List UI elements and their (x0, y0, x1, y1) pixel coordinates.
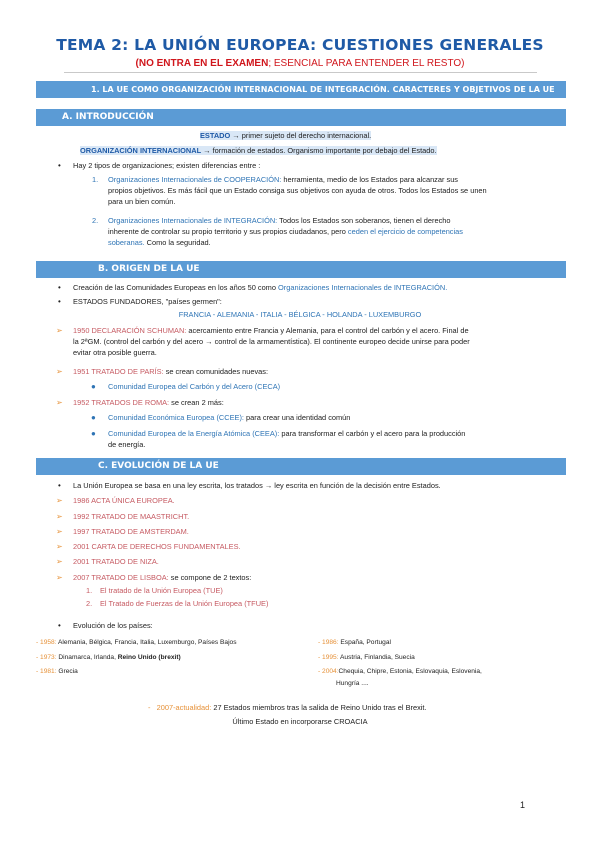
country-text: Hungría .... (336, 680, 369, 687)
roma-sub1-term: Comunidad Económica Europea (CCEE): (108, 413, 244, 422)
arrow-bullet-icon: ➢ (56, 527, 63, 536)
country-year: 2004: (322, 668, 339, 675)
estado-text: → primer sujeto del derecho internacional. (230, 131, 372, 140)
item1-text-a: herramienta, medio de los Estados para alcanzar sus (281, 175, 459, 184)
org-term: ORGANIZACIÓN INTERNACIONAL (80, 146, 202, 155)
bullet-dot: • (58, 161, 61, 170)
lisboa-sub-2: El Tratado de Fuerzas de la Unión Europea (TFUE) (100, 599, 269, 608)
country-text: España, Portugal (338, 639, 391, 646)
item1-number: 1. (92, 175, 99, 184)
country-text: Chequia, Chipre, Estonia, Eslovaquia, Eslovenia, (338, 668, 482, 675)
item2-text-b: inherente de controlar su propio territorio y sus propios ciudadanos, pero (108, 227, 348, 236)
founders-label: ESTADOS FUNDADORES, "países germen": (73, 297, 222, 306)
bullet-dot: ● (91, 413, 96, 422)
org-definition (80, 145, 437, 156)
founders-list: FRANCIA - ALEMANIA - ITALIA - BÉLGICA - HOLANDA - LUXEMBURGO (178, 310, 422, 319)
section-1-heading: 1. LA UE COMO ORGANIZACIÓN INTERNACIONAL DE INTEGRACIÓN. CARACTERES Y OBJETIVOS DE LA UE (36, 81, 566, 98)
lisboa-line (73, 572, 251, 583)
country-row: - 1986: España, Portugal (318, 639, 391, 646)
lisboa-sub-2-number: 2. (86, 599, 93, 608)
section-c-heading: C. EVOLUCIÓN DE LA UE (36, 458, 566, 475)
types-intro: Hay 2 tipos de organizaciones; existen diferencias entre : (73, 161, 261, 170)
event-item: 2001 CARTA DE DERECHOS FUNDAMENTALES. (73, 542, 241, 551)
document-title: TEMA 2: LA UNIÓN EUROPEA: CUESTIONES GENERALES (56, 36, 544, 54)
bullet-dot: ● (91, 382, 96, 391)
bullet-dot: • (58, 283, 61, 292)
paris-term: 1951 TRATADO DE PARÍS: (73, 367, 164, 376)
event-item: 1992 TRATADO DE MAASTRICHT. (73, 512, 190, 521)
arrow-bullet-icon: ➢ (56, 542, 63, 551)
schuman-text-a: acercamiento entre Francia y Alemania, para el control del carbón y el acero. Final de (186, 326, 469, 335)
paris-sub: Comunidad Europea del Carbón y del Acero (CECA) (108, 382, 281, 391)
subtitle-rest: ; ESENCIAL PARA ENTENDER EL RESTO) (268, 58, 465, 69)
country-bold: Reino Unido (brexit) (117, 654, 181, 661)
estado-definition (200, 130, 371, 141)
item2-term: Organizaciones Internacionales de INTEGRACIÓN: (108, 216, 278, 225)
country-row: - 1973: Dinamarca, Irlanda, Reino Unido (brexit) (36, 654, 181, 661)
country-text: Dinamarca, Irlanda, (56, 654, 118, 661)
roma-sub-1 (108, 412, 350, 423)
origin-line-1-blue: Organizaciones Internacionales de INTEGRACIÓN. (278, 283, 448, 292)
arrow-bullet-icon: ➢ (56, 367, 63, 376)
item2-text-a: Todos los Estados son soberanos, tienen el derecho (277, 216, 451, 225)
roma-term: 1952 TRATADOS DE ROMA: (73, 398, 170, 407)
actual-text: 27 Estados miembros tras la salida de Reino Unido tras el Brexit. (211, 703, 427, 712)
arrow-bullet-icon: ➢ (56, 557, 63, 566)
country-text: Alemania, Bélgica, Francia, Italia, Luxemburgo, Países Bajos (56, 639, 237, 646)
roma-sub-2 (108, 428, 563, 450)
schuman-text-c: evitar otra posible guerra. (73, 348, 157, 357)
section-a-heading: A. INTRODUCCIÓN (36, 109, 566, 126)
schuman-paragraph (73, 325, 563, 358)
bullet-dot: • (58, 297, 61, 306)
org-text: → formación de estados. Organismo importante por debajo del Estado. (201, 146, 437, 155)
roma-text: se crean 2 más: (169, 398, 224, 407)
item1-text-b: propios objetivos. Es más fácil que un Estado consiga sus objetivos con ayuda de otros. Todos los Estados se unen (108, 186, 487, 195)
section-b-heading: B. ORIGEN DE LA UE (36, 261, 566, 278)
arrow-bullet-icon: ➢ (56, 573, 63, 582)
event-item: 1986 ACTA ÚNICA EUROPEA. (73, 496, 175, 505)
lisboa-text: se compone de 2 textos: (168, 573, 252, 582)
lisboa-term: 2007 TRATADO DE LISBOA: (73, 573, 169, 582)
origin-line-1-text: Creación de las Comunidades Europeas en los años 50 como (73, 283, 279, 292)
item1-paragraph (108, 174, 558, 207)
estado-term: ESTADO (200, 131, 231, 140)
roma-sub2-term: Comunidad Europea de la Energía Atómica (CEEA): (108, 429, 280, 438)
arrow-bullet-icon: ➢ (56, 326, 63, 335)
country-year: 1981: (40, 668, 57, 675)
last-member-line: Último Estado en incorporarse CROACIA (232, 717, 368, 726)
roma-line (73, 397, 224, 408)
origin-line-1 (73, 282, 447, 293)
item2-number: 2. (92, 216, 99, 225)
country-year: 1986: (322, 639, 339, 646)
roma-sub2-text-a: para transformar el carbón y el acero para la producción (279, 429, 466, 438)
country-year: 1958: (40, 639, 57, 646)
country-text: Austria, Finlandia, Suecia (338, 654, 415, 661)
country-row: - 1995: Austria, Finlandia, Suecia (318, 654, 415, 661)
country-row: - 1981: Grecia (36, 668, 78, 675)
country-year: 1995: (322, 654, 339, 661)
evolution-line-1: La Unión Europea se basa en una ley escrita, los tratados → ley escrita en función de la decisión entre Estados. (73, 481, 441, 490)
item1-term: Organizaciones Internacionales de COOPERACIÓN: (108, 175, 282, 184)
lisboa-sub-1-number: 1. (86, 586, 93, 595)
item2-text-c: Como la seguridad. (144, 238, 211, 247)
schuman-term: 1950 DECLARACIÓN SCHUMAN: (73, 326, 187, 335)
bullet-dot: • (58, 621, 61, 630)
page-number: 1 (520, 800, 526, 810)
bullet-dot: • (58, 481, 61, 490)
item2-blue-b: ceden el ejercicio de competencias (347, 227, 463, 236)
countries-heading: Evolución de los países: (73, 621, 153, 630)
paris-text: se crean comunidades nuevas: (163, 367, 268, 376)
country-year: 1973: (40, 654, 57, 661)
paris-line (73, 366, 268, 377)
event-item: 2001 TRATADO DE NIZA. (73, 557, 159, 566)
roma-sub2-text-b: de energía. (108, 440, 146, 449)
item2-paragraph (108, 215, 558, 248)
schuman-text-b: la 2ªGM. (control del carbón y del acero → control de la armamentística). El continente europeo decide unirse para poder (73, 337, 470, 346)
actual-year: 2007-actualidad: (156, 703, 212, 712)
item1-text-c: para un bien común. (108, 197, 176, 206)
event-item: 1997 TRATADO DE AMSTERDAM. (73, 527, 189, 536)
subtitle-bold: (NO ENTRA EN EL EXAMEN (135, 58, 269, 69)
bullet-dot: ● (91, 429, 96, 438)
item2-blue-c: soberanas. (108, 238, 145, 247)
arrow-bullet-icon: ➢ (56, 398, 63, 407)
roma-sub1-text: para crear una identidad común (243, 413, 351, 422)
arrow-bullet-icon: ➢ (56, 512, 63, 521)
actual-line: - 2007-actualidad: 27 Estados miembros tras la salida de Reino Unido tras el Brexit. (148, 703, 427, 712)
arrow-bullet-icon: ➢ (56, 496, 63, 505)
country-row: - 1958: Alemania, Bélgica, Francia, Italia, Luxemburgo, Países Bajos (36, 639, 237, 646)
country-row: - 2004:Chequia, Chipre, Estonia, Eslovaquia, Eslovenia, (318, 668, 482, 675)
lisboa-sub-1: El tratado de la Unión Europea (TUE) (100, 586, 223, 595)
country-text: Grecia (56, 668, 78, 675)
country-row (336, 678, 369, 689)
document-subtitle (0, 58, 600, 69)
title-divider (64, 72, 537, 73)
